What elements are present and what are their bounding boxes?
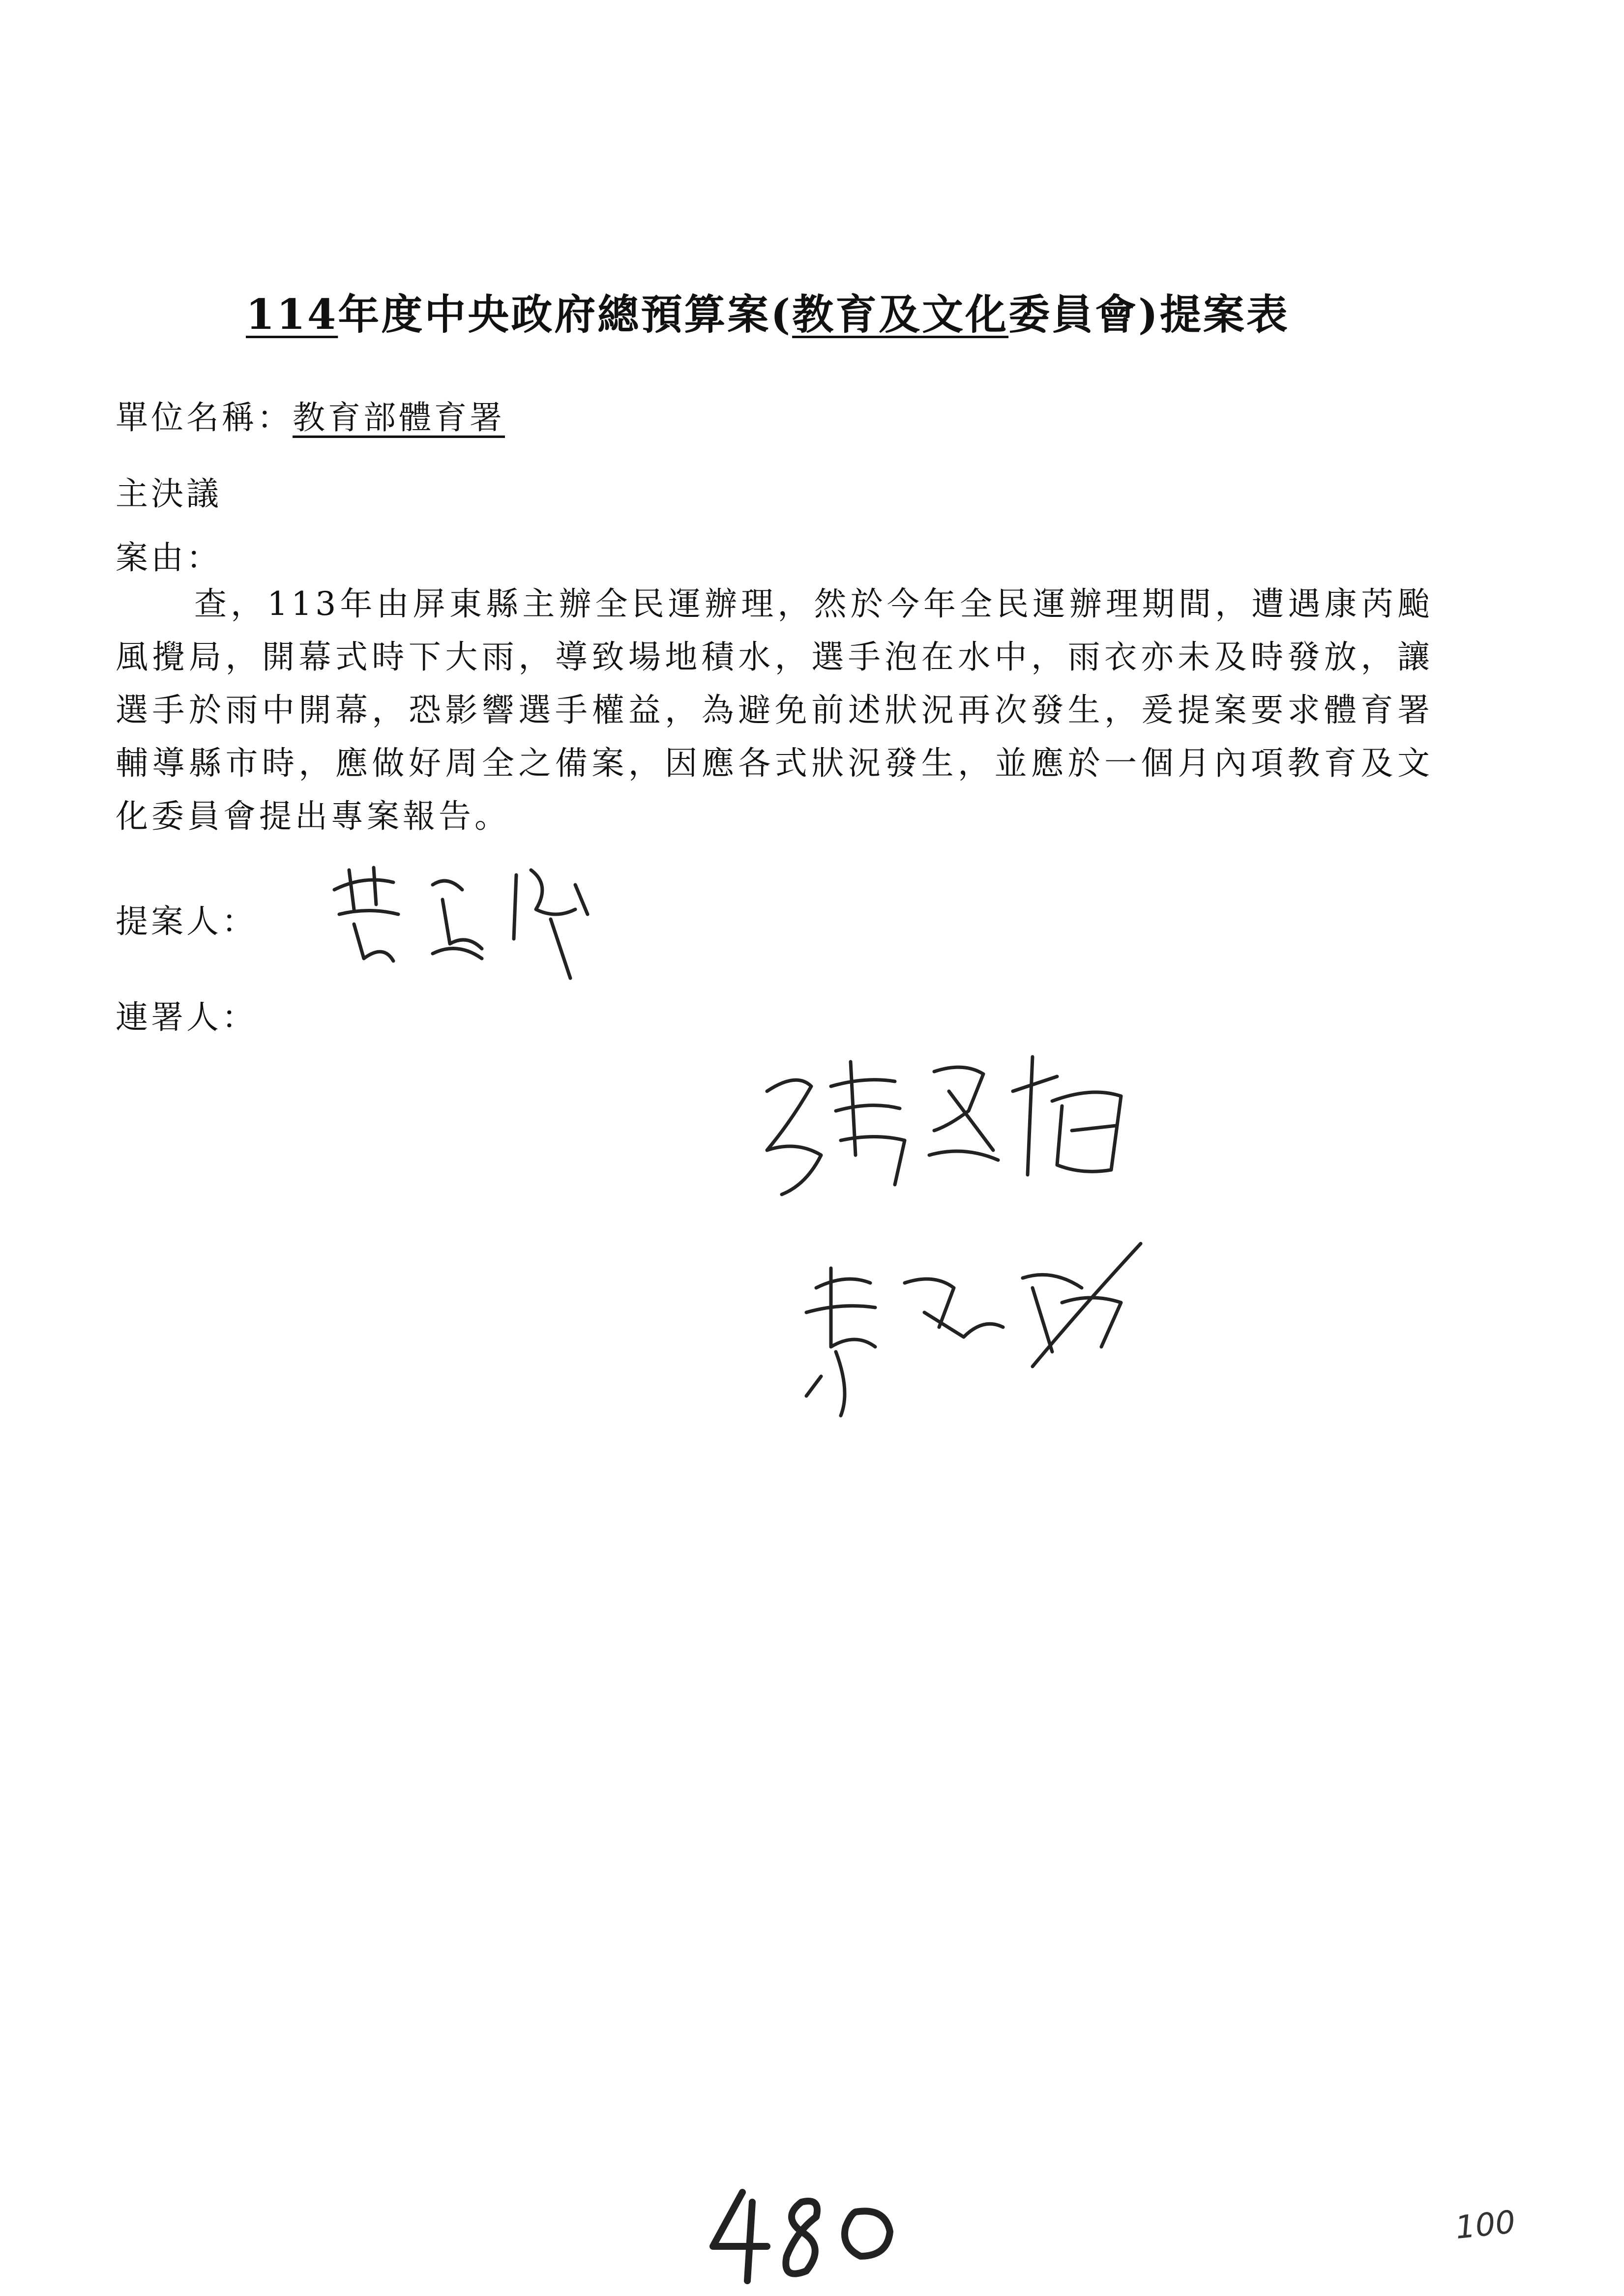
reason-label: 案由：: [116, 539, 222, 577]
title-committee: 教育及文化: [792, 290, 1009, 339]
proposer-signature: [320, 855, 615, 983]
cosigner-signature-1: [738, 1027, 1170, 1204]
document-title: [246, 283, 1377, 347]
cosigner-signature-2: [777, 1229, 1170, 1425]
page-number: 100: [1453, 2204, 1517, 2247]
title-end: 委員會)提案表: [1008, 290, 1290, 339]
resolution-label: 主決議: [116, 475, 222, 513]
proposer-label: 提案人：: [116, 902, 257, 940]
title-year: 114: [246, 290, 338, 339]
unit-row: [116, 393, 505, 442]
reason-body: 查，113年由屏東縣主辦全民運辦理，然於今年全民運辦理期間，遭遇康芮颱風攪局，開幕式時下大雨，導致場地積水，選手泡在水中，雨衣亦未及時發放，讓選手於雨中開幕，恐影響選手權益，為避免前述狀況再次發生，爰提案要求體育署輔導縣市時，應做好周全之備案，因應各式狀況發生，並應於一個月內項教育及文化委員會提出專案報告。: [116, 585, 1433, 835]
cosigner-label: 連署人：: [116, 998, 257, 1036]
handwritten-number: [698, 2173, 905, 2291]
unit-label: 單位名稱：: [116, 399, 293, 436]
title-middle: 年度中央政府總預算案(: [338, 290, 793, 339]
unit-value: 教育部體育署: [293, 399, 505, 436]
